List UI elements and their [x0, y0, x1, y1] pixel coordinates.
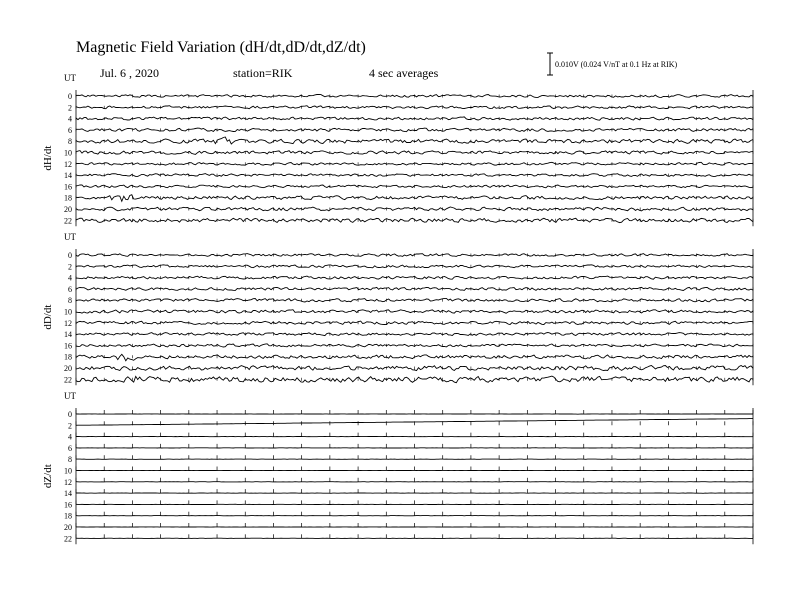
row-label-6: 6 — [68, 443, 72, 453]
ut-label: UT — [64, 73, 76, 83]
row-label-6: 6 — [68, 284, 72, 294]
row-label-2: 2 — [68, 421, 72, 431]
row-label-6: 6 — [68, 125, 72, 135]
row-label-8: 8 — [68, 296, 72, 306]
date-label: Jul. 6 , 2020 — [100, 66, 160, 80]
station-label: station=RIK — [233, 66, 293, 80]
row-label-8: 8 — [68, 137, 72, 147]
row-label-18: 18 — [64, 193, 72, 203]
scale-bar — [547, 53, 553, 75]
row-label-12: 12 — [64, 159, 72, 169]
row-label-0: 0 — [68, 92, 72, 101]
row-label-22: 22 — [64, 216, 72, 226]
panel-dZ-dt — [42, 391, 753, 544]
row-label-14: 14 — [64, 171, 72, 181]
averaging-label: 4 sec averages — [369, 66, 439, 80]
panel-dD-dt — [42, 232, 753, 385]
row-label-16: 16 — [64, 500, 72, 510]
row-label-22: 22 — [64, 534, 72, 544]
row-label-20: 20 — [64, 364, 72, 373]
row-label-12: 12 — [64, 477, 72, 487]
row-label-2: 2 — [68, 103, 72, 113]
row-label-14: 14 — [64, 330, 72, 340]
row-label-12: 12 — [64, 318, 72, 328]
ut-label: UT — [64, 232, 76, 242]
row-label-10: 10 — [64, 307, 72, 317]
ut-label: UT — [64, 391, 76, 401]
row-label-10: 10 — [64, 148, 72, 158]
row-label-4: 4 — [68, 432, 72, 442]
row-label-0: 0 — [68, 410, 72, 419]
scale-note: 0.010V (0.024 V/nT at 0.1 Hz at RIK) — [555, 60, 678, 69]
chart-title: Magnetic Field Variation (dH/dt,dD/dt,dZ/dt) — [76, 39, 366, 56]
panel-ylabel: dH/dt — [42, 145, 54, 171]
row-label-16: 16 — [64, 182, 72, 192]
row-label-20: 20 — [64, 205, 72, 214]
row-label-8: 8 — [68, 455, 72, 465]
row-label-10: 10 — [64, 466, 72, 476]
row-label-22: 22 — [64, 375, 72, 385]
row-label-18: 18 — [64, 511, 72, 521]
row-label-4: 4 — [68, 114, 72, 124]
row-label-14: 14 — [64, 489, 72, 499]
row-label-18: 18 — [64, 352, 72, 362]
panel-ylabel: dZ/dt — [42, 464, 54, 489]
row-label-16: 16 — [64, 341, 72, 351]
panel-dH-dt — [42, 73, 753, 226]
row-label-0: 0 — [68, 251, 72, 260]
panel-ylabel: dD/dt — [42, 304, 54, 330]
row-label-4: 4 — [68, 273, 72, 283]
row-label-20: 20 — [64, 523, 72, 532]
row-label-2: 2 — [68, 262, 72, 272]
